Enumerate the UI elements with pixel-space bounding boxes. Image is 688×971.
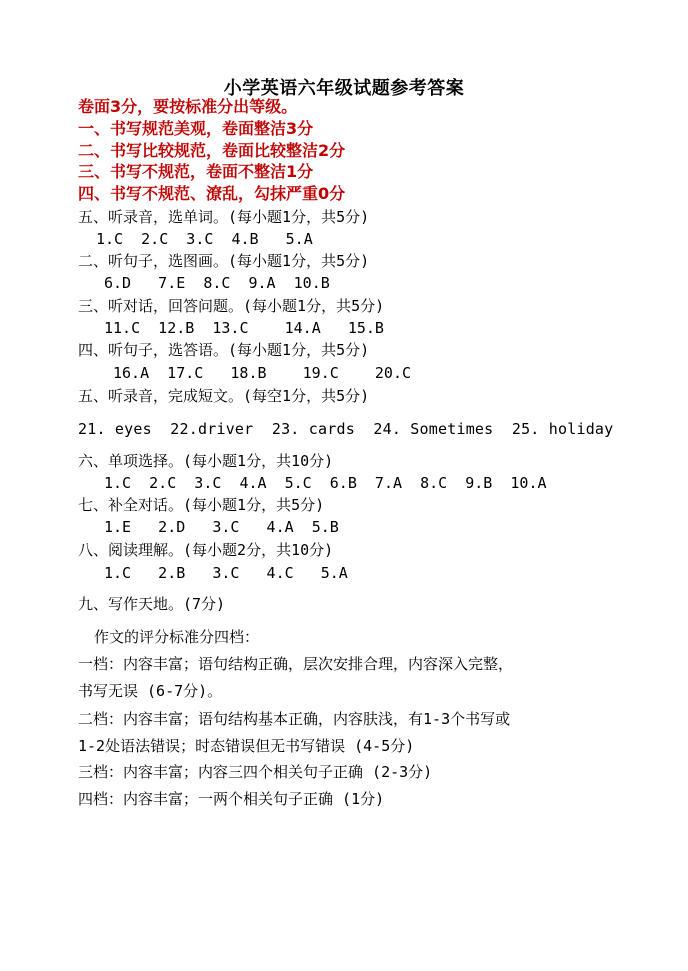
essay-level-4: 四档：内容丰富；一两个相关句子正确 (1分) bbox=[78, 790, 385, 808]
scoring-rule-3: 三、书写不规范，卷面不整洁1分 bbox=[78, 162, 314, 181]
section-heading: 八、阅读理解。(每小题2分，共10分) bbox=[78, 541, 334, 559]
section-heading: 五、听录音，选单词。(每小题1分，共5分) bbox=[78, 208, 370, 226]
section-answers: 1.C 2.C 3.C 4.A 5.C 6.B 7.A 8.C 9.B 10.A bbox=[104, 474, 547, 492]
essay-intro: 作文的评分标准分四档： bbox=[94, 628, 260, 646]
section-answers: 6.D 7.E 8.C 9.A 10.B bbox=[104, 274, 330, 292]
section-heading: 三、听对话，回答问题。(每小题1分，共5分) bbox=[78, 297, 385, 315]
section-heading: 四、听句子，选答语。(每小题1分，共5分) bbox=[78, 341, 370, 359]
section-heading: 六、单项选择。(每小题1分，共10分) bbox=[78, 452, 334, 470]
section-answers: 1.C 2.B 3.C 4.C 5.A bbox=[104, 564, 348, 582]
essay-level-2-cont: 1-2处语法错误；时态错误但无书写错误 (4-5分) bbox=[78, 737, 415, 755]
section-heading: 九、写作天地。(7分) bbox=[78, 595, 226, 613]
scoring-rule-2: 二、书写比较规范，卷面比较整洁2分 bbox=[78, 141, 346, 160]
section-answers: 1.C 2.C 3.C 4.B 5.A bbox=[96, 230, 313, 248]
section-answers: 1.E 2.D 3.C 4.A 5.B bbox=[104, 518, 339, 536]
essay-level-1: 一档：内容丰富；语句结构正确，层次安排合理，内容深入完整， bbox=[78, 655, 514, 673]
section-answers: 16.A 17.C 18.B 19.C 20.C bbox=[113, 364, 412, 382]
essay-level-1-cont: 书写无误 (6-7分)。 bbox=[78, 682, 223, 700]
section-answers: 21. eyes 22.driver 23. cards 24. Sometimes 25. holiday bbox=[78, 420, 614, 438]
scoring-rule-intro: 卷面3分，要按标准分出等级。 bbox=[78, 97, 298, 116]
essay-level-3: 三档：内容丰富；内容三四个相关句子正确 (2-3分) bbox=[78, 763, 433, 781]
scoring-rule-1: 一、书写规范美观，卷面整洁3分 bbox=[78, 119, 314, 138]
section-heading: 五、听录音，完成短文。(每空1分，共5分) bbox=[78, 387, 370, 405]
scoring-rule-4: 四、书写不规范、潦乱，勾抹严重0分 bbox=[78, 184, 346, 203]
section-answers: 11.C 12.B 13.C 14.A 15.B bbox=[104, 319, 384, 337]
page-title: 小学英语六年级试题参考答案 bbox=[223, 78, 465, 99]
essay-level-2: 二档：内容丰富；语句结构基本正确，内容肤浅，有1-3个书写或 bbox=[78, 710, 511, 728]
section-heading: 七、补全对话。(每小题1分，共5分) bbox=[78, 496, 325, 514]
section-heading: 二、听句子，选图画。(每小题1分，共5分) bbox=[78, 252, 370, 270]
